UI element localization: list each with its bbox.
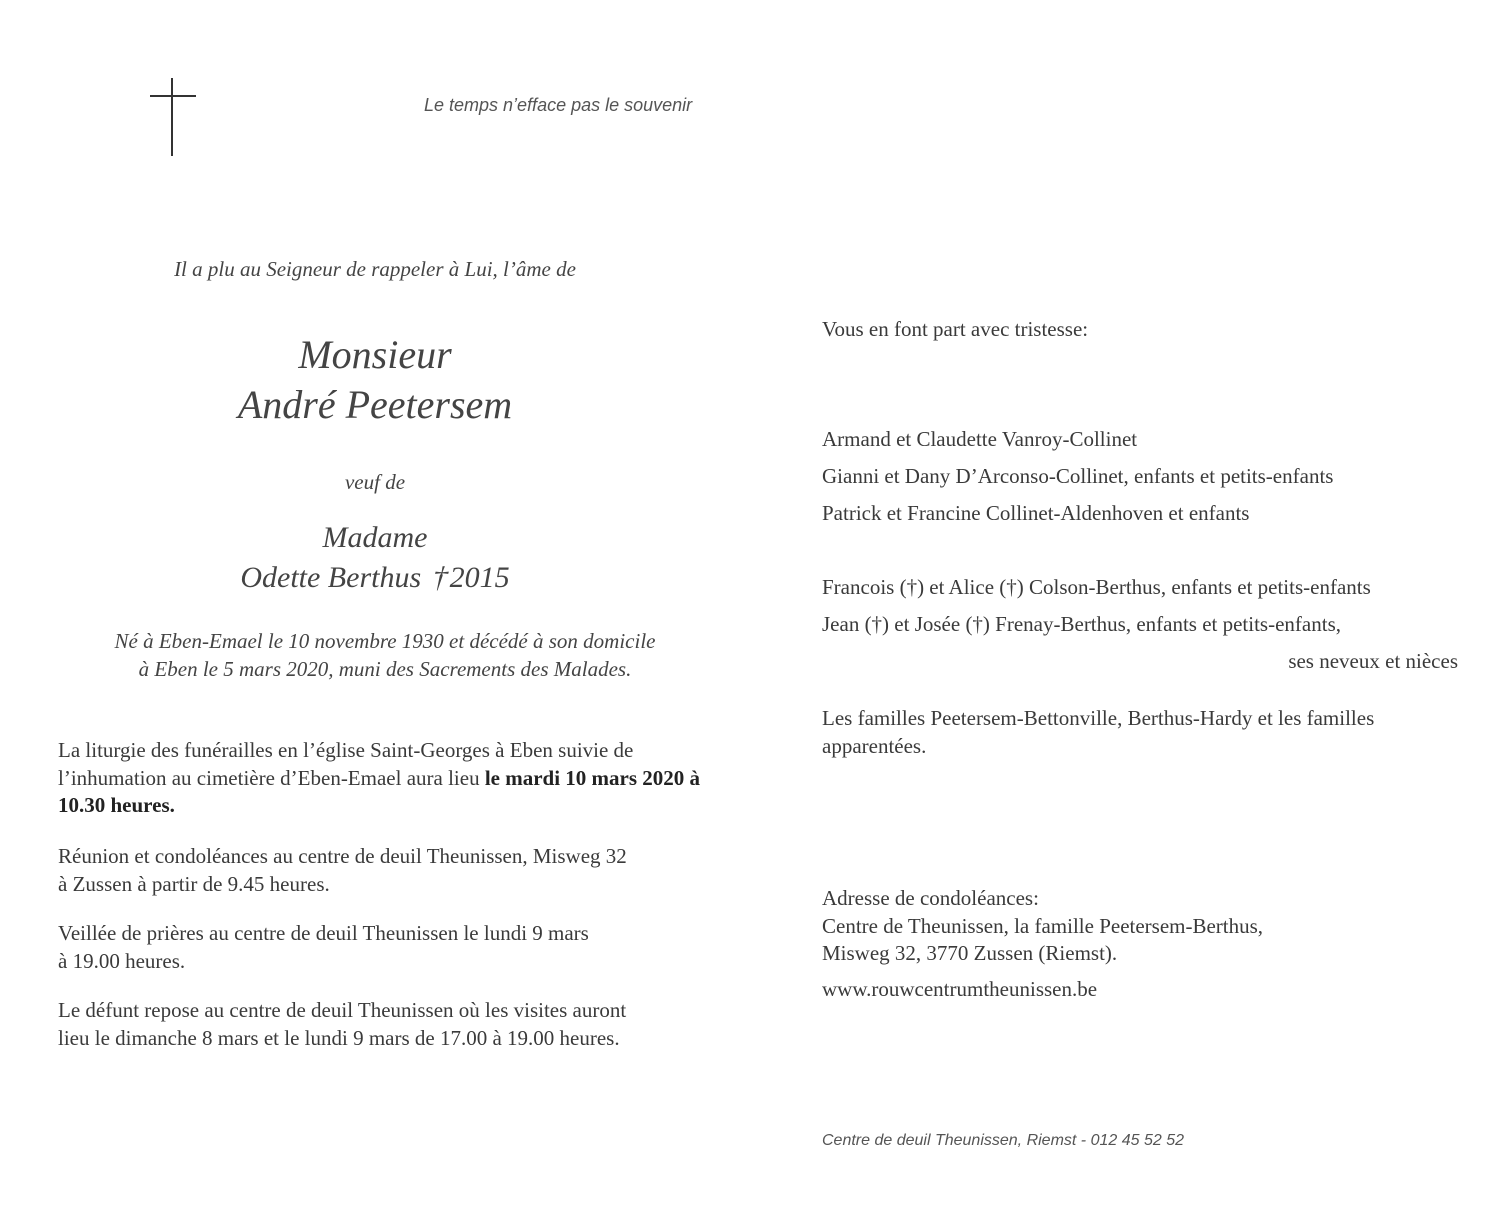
birth-line-2: à Eben le 5 mars 2020, muni des Sacrements des Malades. — [138, 657, 632, 681]
spouse-title: Madame — [322, 521, 428, 554]
deceased-name: André Peetersem — [237, 382, 513, 427]
cross-horizontal — [150, 95, 196, 97]
family-member: Gianni et Dany D’Arconso-Collinet, enfants et petits-enfants — [822, 464, 1334, 488]
rest-paragraph — [58, 997, 738, 1052]
announcement-intro: Vous en font part avec tristesse: — [822, 317, 1089, 341]
family-group-1 — [822, 426, 1333, 537]
cross-vertical — [171, 78, 173, 156]
address-line-2: Misweg 32, 3770 Zussen (Riemst). — [822, 941, 1118, 965]
family-member: Francois (†) et Alice (†) Colson-Berthus, enfants et petits-enfants — [822, 575, 1371, 599]
nephews-nieces: ses neveux et nièces — [1288, 649, 1458, 673]
vigil-line-1: Veillée de prières au centre de deuil Theunissen le lundi 9 mars — [58, 921, 589, 945]
vigil-line-2: à 19.00 heures. — [58, 948, 186, 973]
related-families: Les familles Peetersem-Bettonville, Berthus-Hardy et les familles apparentées. — [822, 706, 1375, 758]
motto: Le temps n’efface pas le souvenir — [424, 95, 693, 115]
widower-of: veuf de — [344, 470, 406, 494]
birth-line-1: Né à Eben-Emael le 10 novembre 1930 et décédé à son domicile — [114, 629, 656, 653]
address-line-1: Centre de Theunissen, la famille Peetersem-Berthus, — [822, 913, 1264, 938]
reunion-line-1: Réunion et condoléances au centre de deuil Theunissen, Misweg 32 — [58, 844, 627, 868]
funeral-date: le mardi 10 mars 2020 à 10.30 heures. — [58, 765, 701, 817]
cross-icon — [150, 78, 196, 156]
dagger-icon: † — [428, 561, 453, 594]
birth-death-info — [60, 627, 710, 683]
condolence-address — [822, 885, 1263, 968]
website-link[interactable]: www.rouwcentrumtheunissen.be — [822, 977, 1098, 1001]
family-member: Jean (†) et Josée (†) Frenay-Berthus, enfants et petits-enfants, — [822, 612, 1341, 636]
vigil-paragraph — [58, 920, 738, 975]
deceased-title: Monsieur — [298, 332, 452, 377]
intro-text: Il a plu au Seigneur de rappeler à Lui, l’âme de — [174, 257, 576, 281]
family-member: Patrick et Francine Collinet-Aldenhoven et enfants — [822, 501, 1250, 525]
reunion-line-2: à Zussen à partir de 9.45 heures. — [58, 871, 330, 896]
address-title: Adresse de condoléances: — [822, 886, 1039, 910]
rest-line-2: lieu le dimanche 8 mars et le lundi 9 mars de 17.00 à 19.00 heures. — [58, 1025, 620, 1050]
rest-line-1: Le défunt repose au centre de deuil Theunissen où les visites auront — [58, 998, 627, 1022]
funeral-text: La liturgie des funérailles en l’église Saint-Georges à Eben suivie de l’inhumation au cimetière d’Eben-Emael aura lieu — [58, 738, 634, 790]
spouse-line — [60, 560, 690, 596]
family-group-2 — [822, 574, 1458, 685]
family-member: Armand et Claudette Vanroy-Collinet — [822, 427, 1138, 451]
funeral-paragraph — [58, 737, 738, 820]
spouse-name: Odette Berthus — [240, 561, 422, 594]
reunion-paragraph — [58, 843, 738, 898]
footer-text: Centre de deuil Theunissen, Riemst - 012 45 52 52 — [822, 1132, 1184, 1149]
spouse-year: 2015 — [449, 561, 510, 594]
